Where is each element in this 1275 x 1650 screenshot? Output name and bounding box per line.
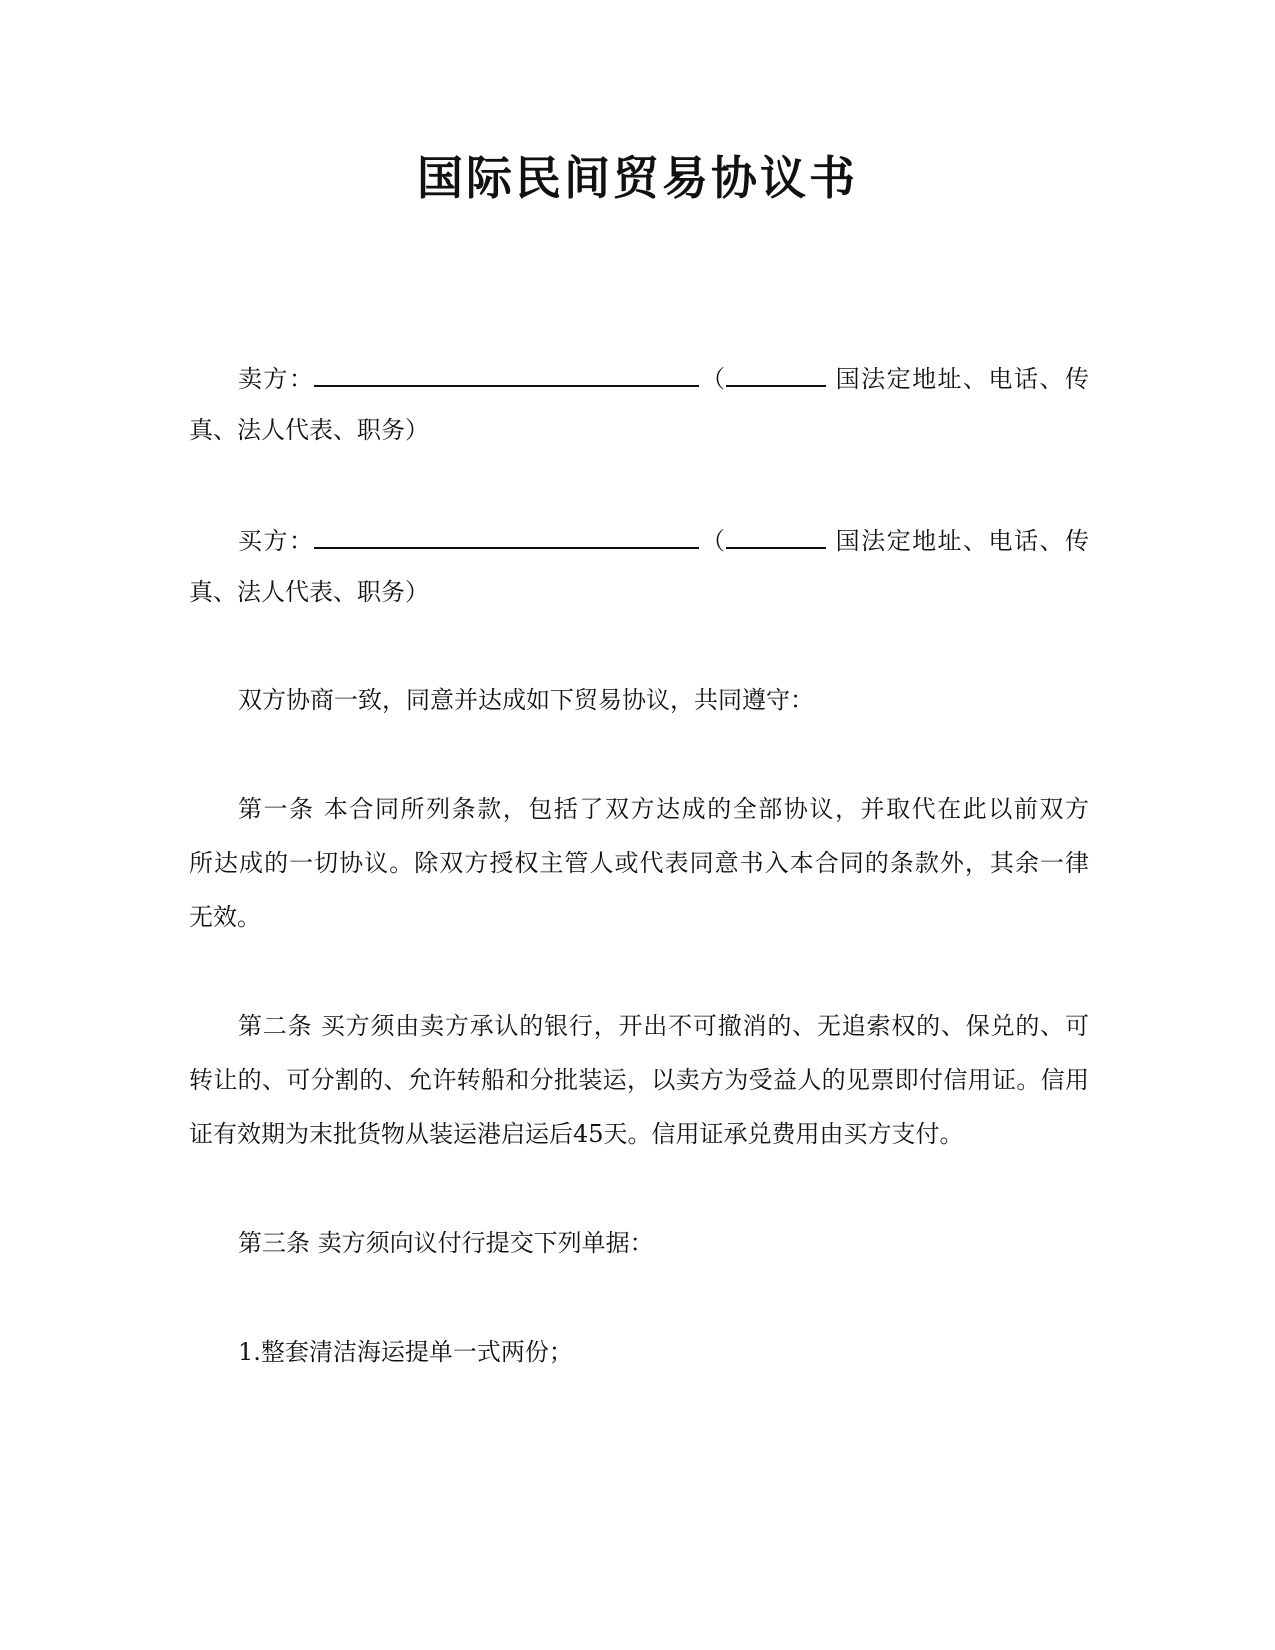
item1: 1.整套清洁海运提单一式两份； [238,1338,573,1366]
article2-line3: 证有效期为末批货物从装运港启运后45天。信用证承兑费用由买方支付。 [189,1120,964,1148]
seller-name-blank [314,359,699,387]
article2-line2: 转让的、可分割的、允许转船和分批装运，以卖方为受益人的见票即付信用证。信用 [189,1066,1089,1094]
article1-line1: 第一条 本合同所列条款，包括了双方达成的全部协议，并取代在此以前双方 [238,795,1089,823]
buyer-open-paren: （ [699,527,727,555]
seller-open-paren: （ [699,365,727,393]
buyer-name-blank [314,521,699,549]
article3-line1: 第三条 卖方须向议付行提交下列单据： [238,1229,654,1257]
seller-line [238,359,1089,396]
buyer-country-blank [726,521,826,549]
article1-line3: 无效。 [189,903,261,931]
seller-suffix-line2: 真、法人代表、职务） [189,416,429,444]
article2-line1: 第二条 买方须由卖方承认的银行，开出不可撤消的、无追索权的、保兑的、可 [238,1012,1089,1040]
article1-line2: 所达成的一切协议。除双方授权主管人或代表同意书入本合同的条款外，其余一律 [189,849,1089,877]
buyer-label: 买方： [238,527,315,555]
seller-country-blank [726,359,826,387]
seller-suffix-line1: 国法定地址、电话、传 [835,365,1090,393]
buyer-line [238,521,1089,558]
seller-label: 卖方： [238,365,315,393]
buyer-suffix-line2: 真、法人代表、职务） [189,578,429,606]
document-title: 国际民间贸易协议书 [417,151,858,205]
buyer-suffix-line1: 国法定地址、电话、传 [835,527,1090,555]
intro-paragraph: 双方协商一致，同意并达成如下贸易协议，共同遵守： [238,686,814,714]
